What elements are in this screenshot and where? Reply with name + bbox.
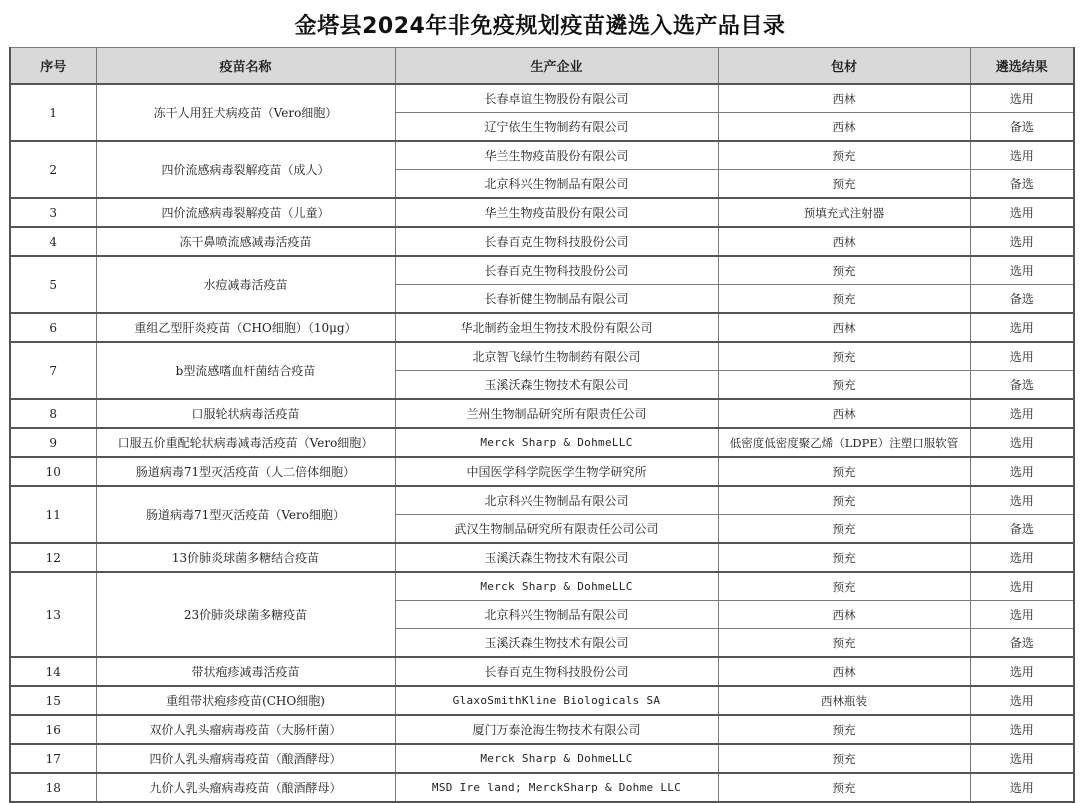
- packaging: 预充: [718, 170, 970, 199]
- vaccine-name: 23价肺炎球菌多糖疫苗: [96, 572, 395, 657]
- packaging: 预充: [718, 457, 970, 486]
- table-row: [10, 84, 1074, 113]
- vaccine-name: 冻干鼻喷流感减毒活疫苗: [96, 227, 395, 256]
- vaccine-name: 四价人乳头瘤病毒疫苗（酿酒酵母）: [96, 744, 395, 773]
- vaccine-name: 冻干人用狂犬病疫苗（Vero细胞）: [96, 84, 395, 141]
- selection-result: 备选: [970, 170, 1074, 199]
- row-index: 9: [10, 428, 96, 457]
- table-row: [10, 428, 1074, 457]
- packaging: 预充: [718, 773, 970, 802]
- table-row: [10, 773, 1074, 802]
- vaccine-name: 双价人乳头瘤病毒疫苗（大肠杆菌）: [96, 715, 395, 744]
- vaccine-name: 13价肺炎球菌多糖结合疫苗: [96, 543, 395, 572]
- manufacturer: 华北制药金坦生物技术股份有限公司: [395, 313, 718, 342]
- packaging: 预充: [718, 572, 970, 601]
- table-row: [10, 744, 1074, 773]
- manufacturer: 长春卓谊生物股份有限公司: [395, 84, 718, 113]
- selection-result: 选用: [970, 428, 1074, 457]
- table-row: [10, 342, 1074, 371]
- manufacturer: 厦门万泰沧海生物技术有限公司: [395, 715, 718, 744]
- packaging: 预充: [718, 371, 970, 400]
- selection-result: 备选: [970, 285, 1074, 314]
- packaging: 预充: [718, 515, 970, 544]
- selection-result: 选用: [970, 715, 1074, 744]
- table-row: [10, 486, 1074, 515]
- manufacturer: 北京科兴生物制品有限公司: [395, 170, 718, 199]
- manufacturer: 辽宁依生生物制药有限公司: [395, 113, 718, 142]
- manufacturer: Merck Sharp & DohmeLLC: [395, 428, 718, 457]
- packaging: 预充: [718, 486, 970, 515]
- header-vaccine-name: 疫苗名称: [96, 48, 395, 85]
- table-row: [10, 715, 1074, 744]
- manufacturer: 华兰生物疫苗股份有限公司: [395, 141, 718, 170]
- header-result: 遴选结果: [970, 48, 1074, 85]
- manufacturer: 华兰生物疫苗股份有限公司: [395, 198, 718, 227]
- selection-result: 选用: [970, 457, 1074, 486]
- vaccine-table: [9, 47, 1075, 803]
- manufacturer: 北京智飞绿竹生物制药有限公司: [395, 342, 718, 371]
- vaccine-name: 重组带状疱疹疫苗(CHO细胞): [96, 686, 395, 715]
- vaccine-name: 口服轮状病毒活疫苗: [96, 399, 395, 428]
- manufacturer: 玉溪沃森生物技术有限公司: [395, 543, 718, 572]
- packaging: 西林: [718, 399, 970, 428]
- row-index: 12: [10, 543, 96, 572]
- packaging: 预充: [718, 342, 970, 371]
- manufacturer: MSD Ire land; MerckSharp & Dohme LLC: [395, 773, 718, 802]
- packaging: 西林: [718, 601, 970, 629]
- header-manufacturer: 生产企业: [395, 48, 718, 85]
- manufacturer: 武汉生物制品研究所有限责任公司公司: [395, 515, 718, 544]
- row-index: 11: [10, 486, 96, 543]
- selection-result: 选用: [970, 601, 1074, 629]
- selection-result: 选用: [970, 198, 1074, 227]
- selection-result: 选用: [970, 572, 1074, 601]
- packaging: 西林: [718, 313, 970, 342]
- packaging: 预充: [718, 629, 970, 658]
- manufacturer: 北京科兴生物制品有限公司: [395, 486, 718, 515]
- header-row: [10, 48, 1074, 85]
- vaccine-name: 九价人乳头瘤病毒疫苗（酿酒酵母）: [96, 773, 395, 802]
- selection-result: 选用: [970, 657, 1074, 686]
- packaging: 预充: [718, 285, 970, 314]
- packaging: 预充: [718, 256, 970, 285]
- packaging: 西林: [718, 227, 970, 256]
- header-packaging: 包材: [718, 48, 970, 85]
- row-index: 15: [10, 686, 96, 715]
- manufacturer: Merck Sharp & DohmeLLC: [395, 572, 718, 601]
- manufacturer: 玉溪沃森生物技术有限公司: [395, 371, 718, 400]
- manufacturer: 兰州生物制品研究所有限责任公司: [395, 399, 718, 428]
- vaccine-name: 肠道病毒71型灭活疫苗（人二倍体细胞）: [96, 457, 395, 486]
- manufacturer: 长春百克生物科技股份公司: [395, 657, 718, 686]
- vaccine-name: 口服五价重配轮状病毒减毒活疫苗（Vero细胞）: [96, 428, 395, 457]
- table-row: [10, 399, 1074, 428]
- table-row: [10, 572, 1074, 601]
- vaccine-name: 水痘减毒活疫苗: [96, 256, 395, 313]
- selection-result: 选用: [970, 256, 1074, 285]
- selection-result: 备选: [970, 629, 1074, 658]
- table-row: [10, 141, 1074, 170]
- packaging: 预充: [718, 141, 970, 170]
- table-row: [10, 657, 1074, 686]
- manufacturer: 玉溪沃森生物技术有限公司: [395, 629, 718, 658]
- selection-result: 选用: [970, 313, 1074, 342]
- row-index: 1: [10, 84, 96, 141]
- row-index: 3: [10, 198, 96, 227]
- packaging: 预充: [718, 715, 970, 744]
- manufacturer: 北京科兴生物制品有限公司: [395, 601, 718, 629]
- packaging: 预充: [718, 744, 970, 773]
- packaging: 预填充式注射器: [718, 198, 970, 227]
- packaging: 预充: [718, 543, 970, 572]
- table-row: [10, 543, 1074, 572]
- row-index: 13: [10, 572, 96, 657]
- selection-result: 备选: [970, 113, 1074, 142]
- page-title: 金塔县2024年非免疫规划疫苗遴选入选产品目录: [294, 14, 786, 39]
- header-index: 序号: [10, 48, 96, 85]
- packaging: 西林: [718, 113, 970, 142]
- selection-result: 选用: [970, 486, 1074, 515]
- packaging: 西林: [718, 84, 970, 113]
- packaging: 低密度低密度聚乙烯（LDPE）注塑口服软管: [718, 428, 970, 457]
- table-row: [10, 457, 1074, 486]
- table-row: [10, 313, 1074, 342]
- manufacturer: 长春百克生物科技股份公司: [395, 256, 718, 285]
- row-index: 18: [10, 773, 96, 802]
- selection-result: 选用: [970, 399, 1074, 428]
- row-index: 5: [10, 256, 96, 313]
- vaccine-name: 四价流感病毒裂解疫苗（儿童）: [96, 198, 395, 227]
- vaccine-name: b型流感嗜血杆菌结合疫苗: [96, 342, 395, 399]
- vaccine-name: 重组乙型肝炎疫苗（CHO细胞）（10μg）: [96, 313, 395, 342]
- vaccine-name: 肠道病毒71型灭活疫苗（Vero细胞）: [96, 486, 395, 543]
- vaccine-name: 带状疱疹减毒活疫苗: [96, 657, 395, 686]
- vaccine-name: 四价流感病毒裂解疫苗（成人）: [96, 141, 395, 198]
- manufacturer: 长春百克生物科技股份公司: [395, 227, 718, 256]
- manufacturer: GlaxoSmithKline Biologicals SA: [395, 686, 718, 715]
- row-index: 17: [10, 744, 96, 773]
- row-index: 16: [10, 715, 96, 744]
- table-row: [10, 686, 1074, 715]
- selection-result: 选用: [970, 342, 1074, 371]
- selection-result: 备选: [970, 371, 1074, 400]
- selection-result: 选用: [970, 141, 1074, 170]
- selection-result: 选用: [970, 744, 1074, 773]
- selection-result: 选用: [970, 84, 1074, 113]
- packaging: 西林: [718, 657, 970, 686]
- row-index: 4: [10, 227, 96, 256]
- row-index: 7: [10, 342, 96, 399]
- row-index: 8: [10, 399, 96, 428]
- selection-result: 备选: [970, 515, 1074, 544]
- manufacturer: 长春祈健生物制品有限公司: [395, 285, 718, 314]
- selection-result: 选用: [970, 543, 1074, 572]
- selection-result: 选用: [970, 773, 1074, 802]
- manufacturer: Merck Sharp & DohmeLLC: [395, 744, 718, 773]
- row-index: 6: [10, 313, 96, 342]
- row-index: 14: [10, 657, 96, 686]
- row-index: 10: [10, 457, 96, 486]
- table-row: [10, 256, 1074, 285]
- manufacturer: 中国医学科学院医学生物学研究所: [395, 457, 718, 486]
- table-row: [10, 198, 1074, 227]
- selection-result: 选用: [970, 227, 1074, 256]
- selection-result: 选用: [970, 686, 1074, 715]
- table-row: [10, 227, 1074, 256]
- table-body: [10, 84, 1074, 802]
- row-index: 2: [10, 141, 96, 198]
- packaging: 西林瓶装: [718, 686, 970, 715]
